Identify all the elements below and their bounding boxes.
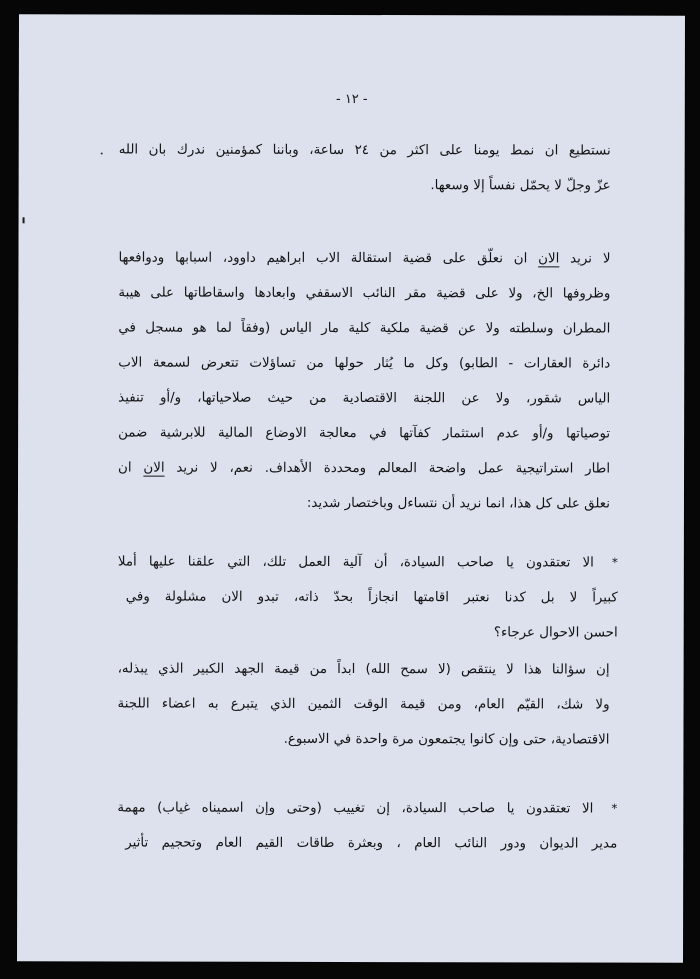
text-line: نستطيع ان نمط يومنا على اكثر من ٢٤ ساعة، وباننا كمؤمنين ندرك بان الله xyxy=(118,142,611,159)
text-line: الا تعتقدون يا صاحب السيادة، إن تغييب (وحتى وإن اسميناه غياب) مهمة xyxy=(117,800,594,817)
text-line: ولا شك، القيّم العام، ومن قيمة الوقت الثمين الذي يتبرع به اعضاء اللجنة xyxy=(117,696,610,713)
bullet-paragraph-2 xyxy=(117,791,617,862)
text-line xyxy=(118,241,610,277)
text-line: نعلق على كل هذا، انما نريد أن نتساءل وباختصار شديد: xyxy=(306,495,610,512)
text-line xyxy=(118,451,610,487)
scan-speck xyxy=(101,152,103,154)
bullet-asterisk: * xyxy=(611,801,618,816)
text-segment: لا نريد xyxy=(559,251,611,267)
text-line: عزّ وجلّ لا يحمّل نفساً إلا وسعها. xyxy=(430,178,611,194)
paragraph-2 xyxy=(118,241,611,522)
text-line: احسن الاحوال عرجاء؟ xyxy=(493,625,618,641)
document-page xyxy=(17,14,685,962)
text-line: إن سؤالنا هذا لا ينتقص (لا سمح الله) ابداً من قيمة الجهد الكبير الذي يبذله، xyxy=(117,661,610,678)
text-line: توصياتها و/أو عدم استثمار كفآتها في معالجة الاوضاع المالية للابرشية ضمن xyxy=(118,425,611,442)
bullet-asterisk: * xyxy=(611,555,618,570)
text-line: مدير الديوان ودور النائب العام ، وبعثرة طاقات القيم العام وتحجيم تأثير xyxy=(125,835,618,852)
underlined-word: الان xyxy=(538,251,560,267)
bullet-line xyxy=(118,545,618,581)
text-line: المطران وسلطته ولا عن قضية ملكية كلية مار الياس (وفقاً لما هو مسجل في xyxy=(118,320,611,337)
text-line: وظروفها الخ، ولا على قضية مقر النائب الاسقفي وابعادها واسقاطاتها على هيبة xyxy=(118,285,611,302)
text-line: الا تعتقدون يا صاحب السيادة، أن آلية العمل تلك، التي علقنا عليها أملا xyxy=(117,554,594,571)
text-line: كبيراً لا بل كدنا نعتبر اقامتها انجازاً بحدّ ذاته، تبدو الان مشلولة وفي xyxy=(125,589,618,606)
page-number: - ١٢ - xyxy=(335,91,368,108)
text-line: الياس شقور، ولا عن اللجنة الاقتصادية من حيث صلاحياتها، و/أو تنفيذ xyxy=(118,390,611,407)
text-line: دائرة العقارات - الطابو) وكل ما يُثار حولها من تساؤلات تتعرض لسمعة الاب xyxy=(118,355,611,372)
bullet-paragraph-1 xyxy=(118,545,618,651)
bullet-line xyxy=(117,791,617,827)
paragraph-1 xyxy=(119,133,611,204)
text-line: الاقتصادية، حتى وإن كانوا يجتمعون مرة واحدة في الاسبوع. xyxy=(283,731,610,748)
margin-mark xyxy=(23,217,25,223)
text-segment: ان نعلّق على قضية استقالة الاب ابراهيم داوود، اسبابها ودوافعها xyxy=(118,250,539,267)
underlined-word: الان xyxy=(143,460,165,476)
text-segment: اطار استراتيجية عمل واضحة المعالم ومحددة الأهداف. نعم، لا نريد xyxy=(164,460,611,477)
text-segment: ان xyxy=(118,460,144,476)
paragraph-3 xyxy=(117,652,609,758)
